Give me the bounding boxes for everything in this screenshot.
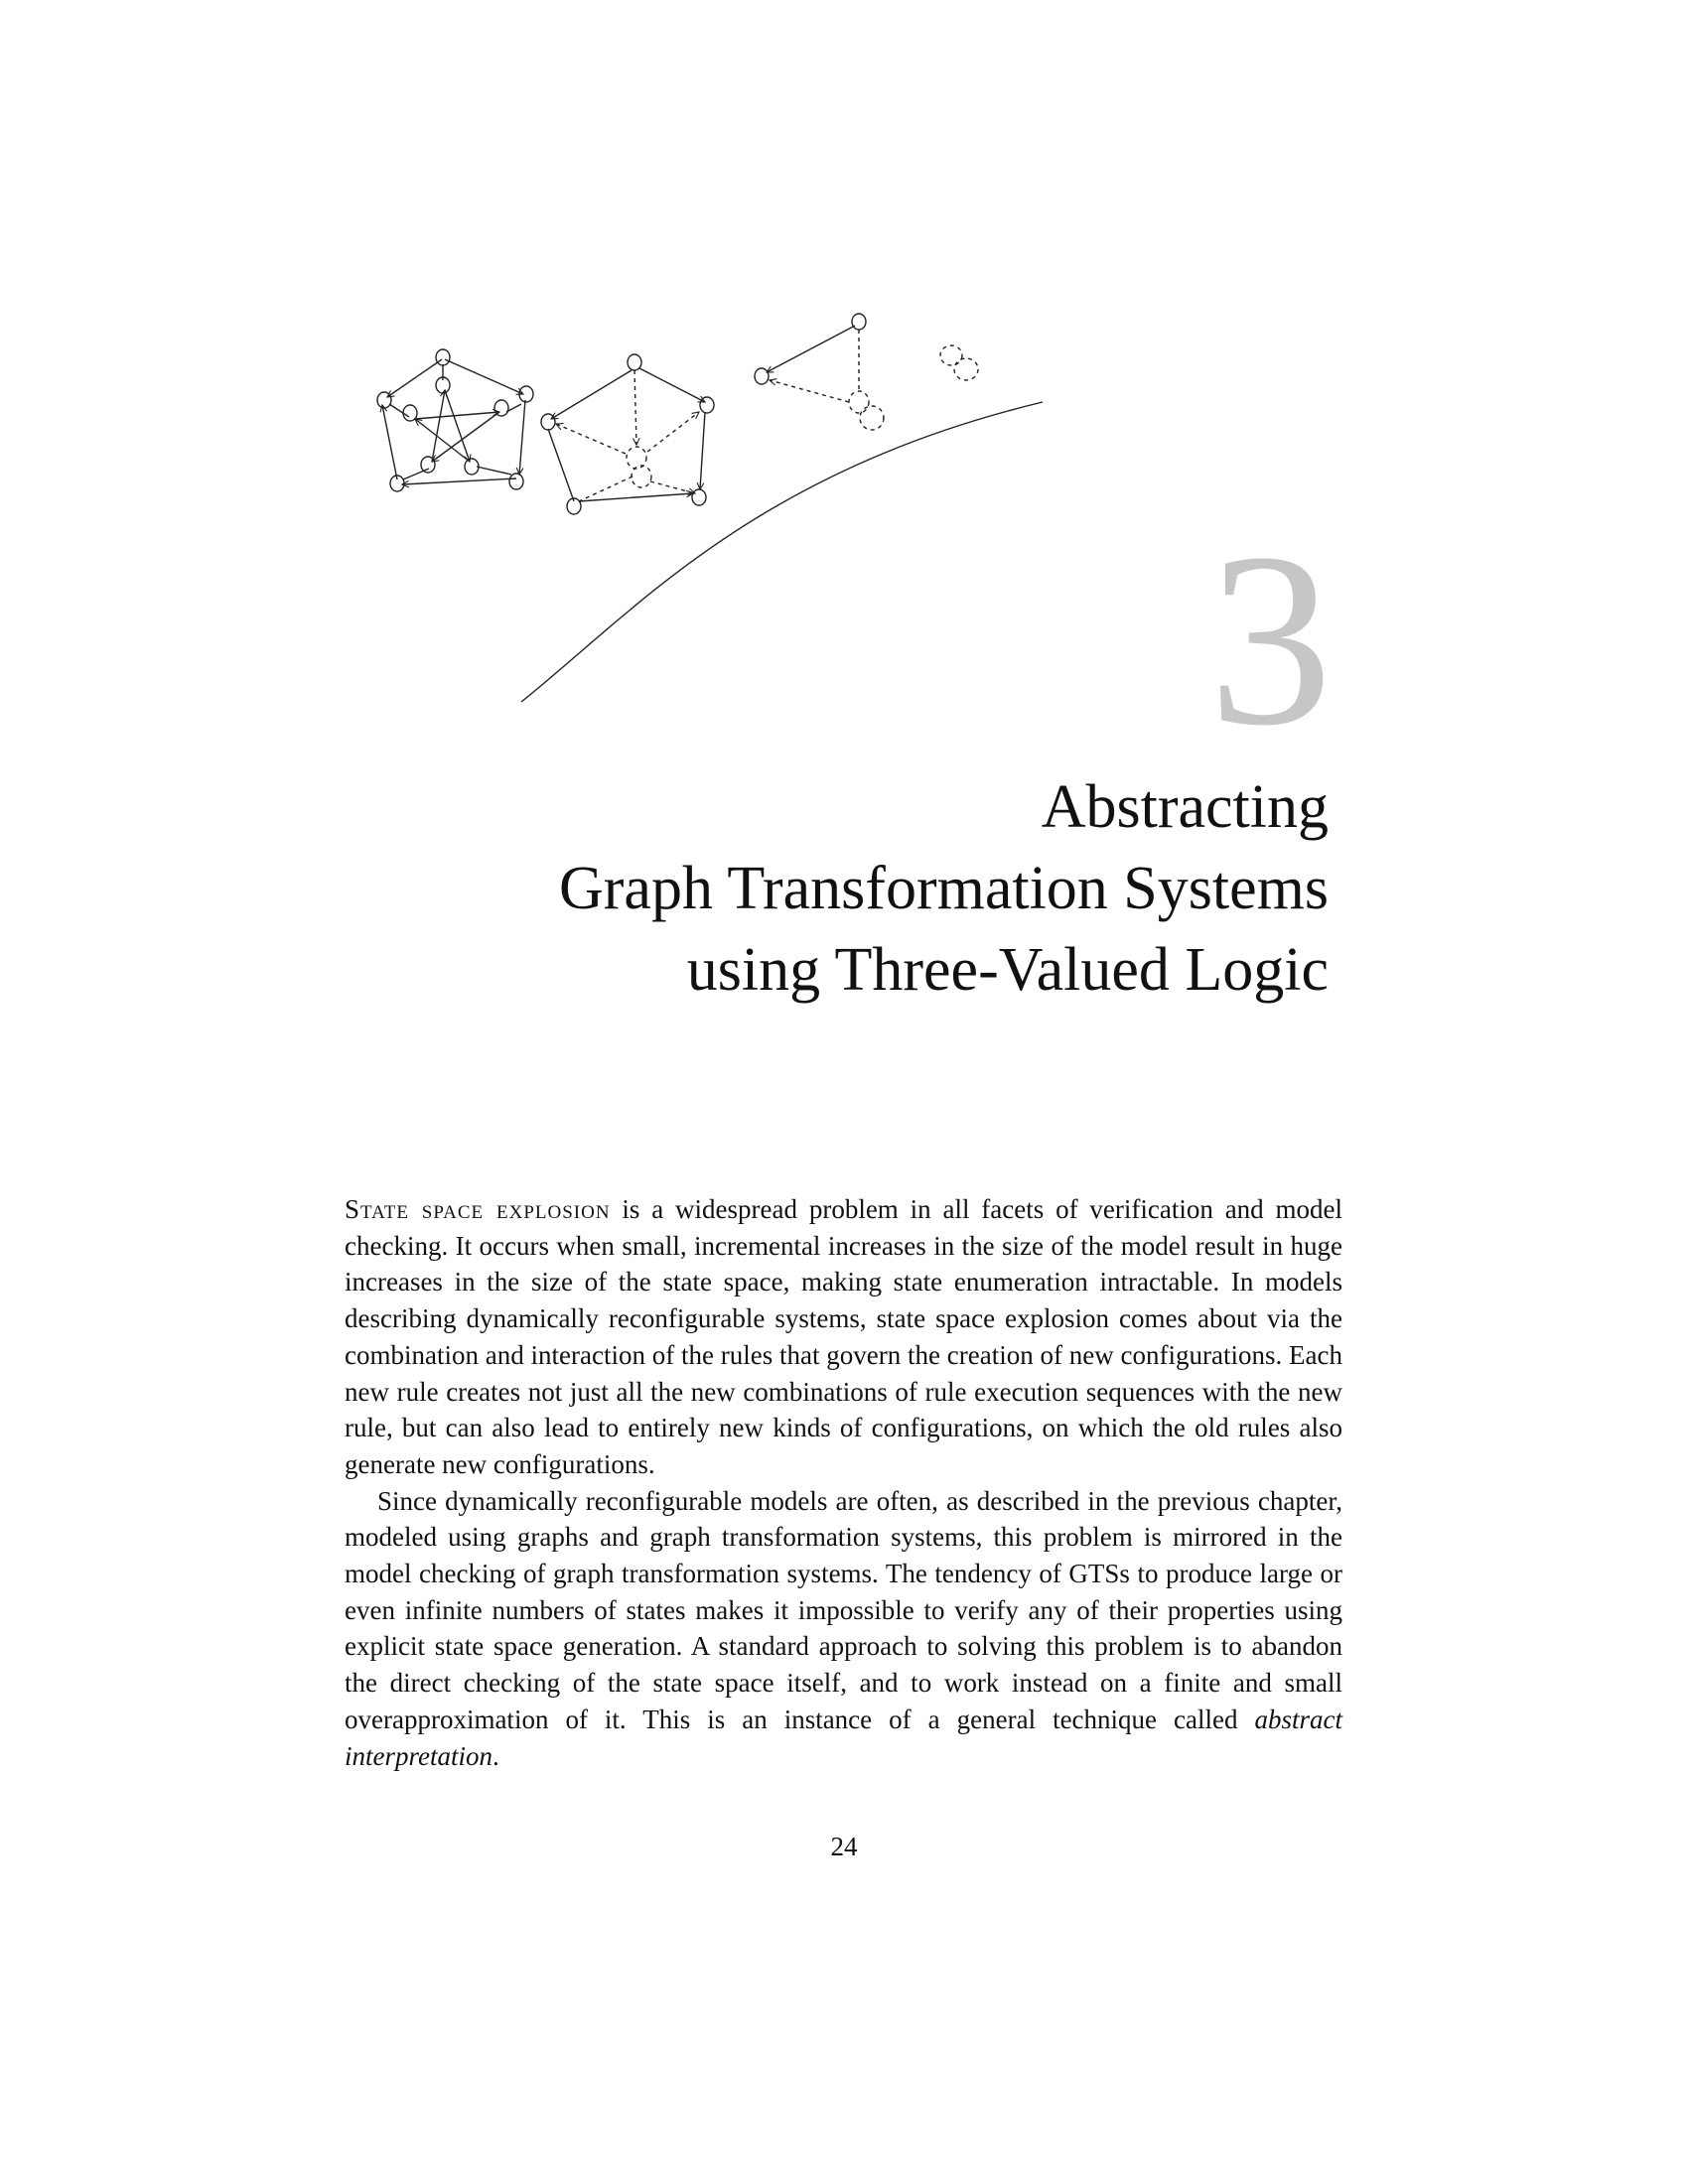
chapter-title-line-1: Abstracting	[1041, 773, 1329, 841]
sketch-graph-small	[755, 314, 884, 430]
paragraph-2-end: .	[492, 1740, 499, 1771]
page-number: 24	[830, 1832, 858, 1861]
sketch-graph-full	[377, 349, 533, 491]
sketch-graph-partial	[541, 313, 714, 514]
paragraph-1-text: is a widespread problem in all facets of verification and model checking. It occurs when small, incremental increases in the size of the model result in huge increases in the size of the state space, making state enumeration intractable. In models describing dynamically reconfigurable systems, state space explosion comes about via the combination and interaction of the rules that govern the creation of new configurations. Each new rule creates not just all the new combinations of rule execution sequences with the new rule, but can also lead to entirely new kinds of configurations, on which the old rules also generate new configurations.	[345, 1194, 1342, 1479]
chapter-title	[336, 766, 1329, 1011]
chapter-title-line-2: Graph Transformation Systems	[559, 855, 1329, 922]
paragraph-2	[345, 1483, 1342, 1775]
chapter-number: 3	[1208, 502, 1333, 777]
chapter-title-line-3: using Three-Valued Logic	[686, 936, 1329, 1004]
paragraph-1-lead: State space explosion	[345, 1194, 611, 1224]
sketch-graph-minimal	[940, 345, 978, 380]
chapter-body	[345, 1191, 1342, 1774]
sketch-curve	[521, 402, 1043, 702]
graph-abstraction-sketch	[338, 313, 1053, 710]
paragraph-2-italic-term: abstract interpretation	[345, 1704, 1342, 1771]
paragraph-2-text: Since dynamically reconfigurable models are often, as described in the previous chapter, modeled using graphs and graph transformation systems, this problem is mirrored in the model checking of graph transformation systems. The tendency of GTSs to produce large or even infinite numbers of states makes it impossible to verify any of their properties using explicit state space generation. A standard approach to solving this problem is to abandon the direct checking of the state space itself, and to work instead on a finite and small overapproximation of it. This is an instance of a general technique called	[345, 1485, 1342, 1734]
paragraph-1	[345, 1191, 1342, 1483]
